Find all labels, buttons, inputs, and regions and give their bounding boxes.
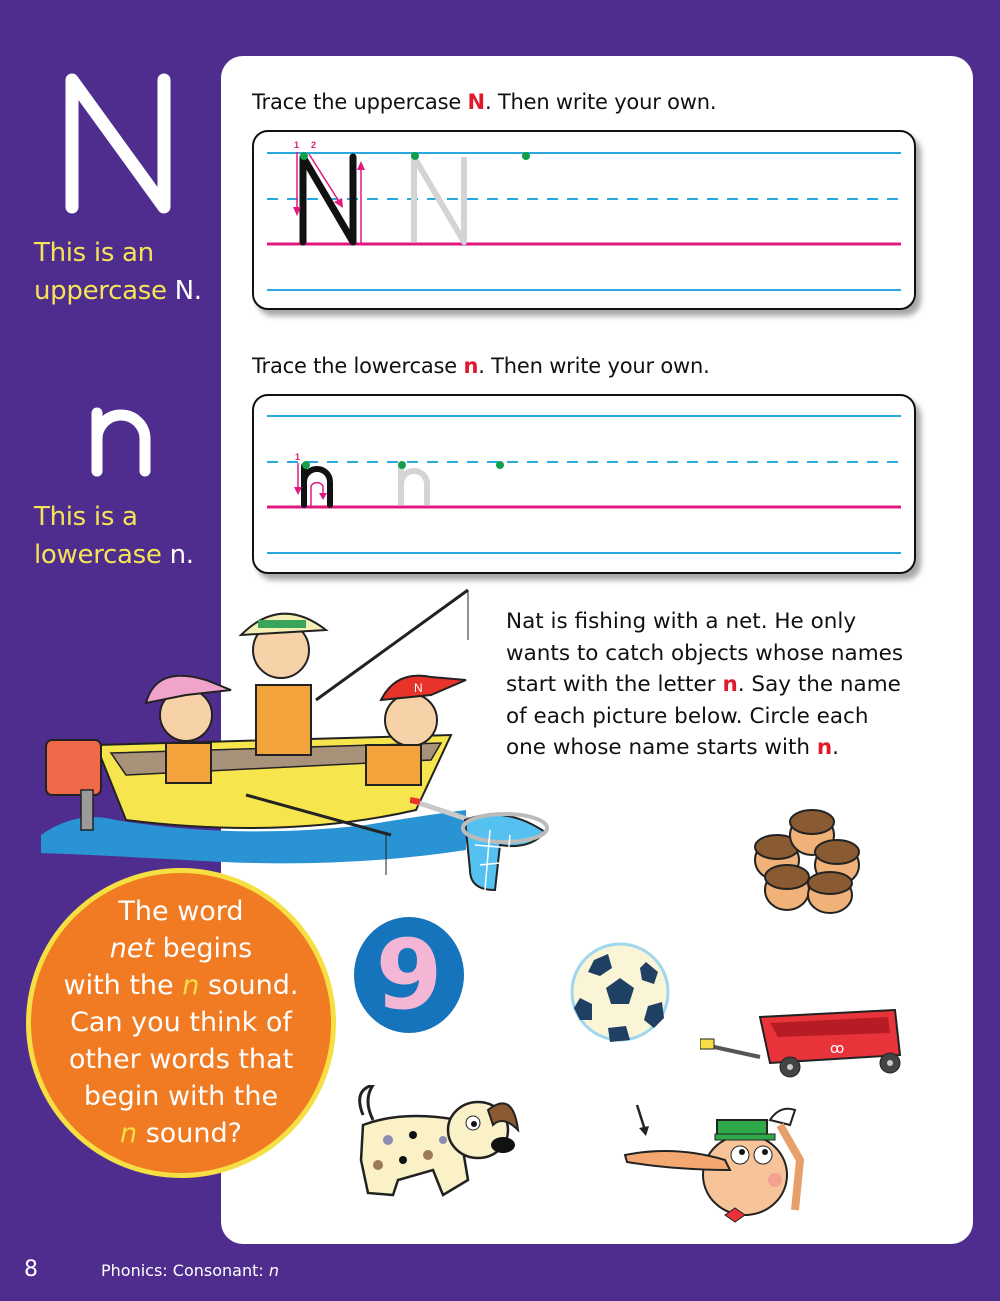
page-number: 8 <box>24 1257 38 1282</box>
lowercase-label <box>34 498 194 574</box>
svg-text:ꝏ: ꝏ <box>830 1041 845 1057</box>
lowercase-n-glyph <box>90 405 152 477</box>
soccer-ball-picture <box>568 940 672 1045</box>
uppercase-label-line2: uppercase N. <box>34 276 202 306</box>
svg-text:2: 2 <box>311 140 317 150</box>
svg-text:N: N <box>414 681 423 695</box>
page-footer-title: Phonics: Consonant: n <box>101 1261 279 1280</box>
write-start-dot <box>496 461 504 469</box>
svg-text:1: 1 <box>294 140 300 150</box>
net-picture <box>410 790 550 895</box>
lowercase-label-line1: This is a <box>34 502 138 532</box>
activity-instructions: Nat is fishing with a net. He only wants to catch objects whose names start with the letter n. Say the name of each picture below. Circle each one whose name starts with n. <box>506 609 904 761</box>
lowercase-instruction: Trace the lowercase n. Then write your own. <box>252 354 710 378</box>
model-letter-n <box>304 466 330 505</box>
lowercase-label-line2: lowercase n. <box>34 540 194 570</box>
trace-letter-n <box>401 466 427 505</box>
handwriting-lines <box>254 396 914 572</box>
uppercase-writing-box[interactable] <box>252 130 916 310</box>
acorns-picture <box>742 795 872 915</box>
svg-text:1: 1 <box>295 452 301 462</box>
tip-circle: The word net begins with the n sound. Can you think of other words that begin with the n sound? <box>26 868 336 1178</box>
wagon-picture <box>700 1005 910 1080</box>
lowercase-writing-box[interactable] <box>252 394 916 574</box>
nine-picture <box>353 915 465 1035</box>
uppercase-label-line1: This is an <box>34 238 154 268</box>
uppercase-n-glyph <box>62 70 174 215</box>
dog-picture <box>343 1085 523 1200</box>
uppercase-instruction: Trace the uppercase N. Then write your own. <box>252 90 717 114</box>
handwriting-lines <box>254 132 914 308</box>
write-start-dot <box>522 152 530 160</box>
svg-text:9: 9 <box>375 919 443 1031</box>
uppercase-label <box>34 234 202 310</box>
nose-picture <box>615 1100 815 1230</box>
